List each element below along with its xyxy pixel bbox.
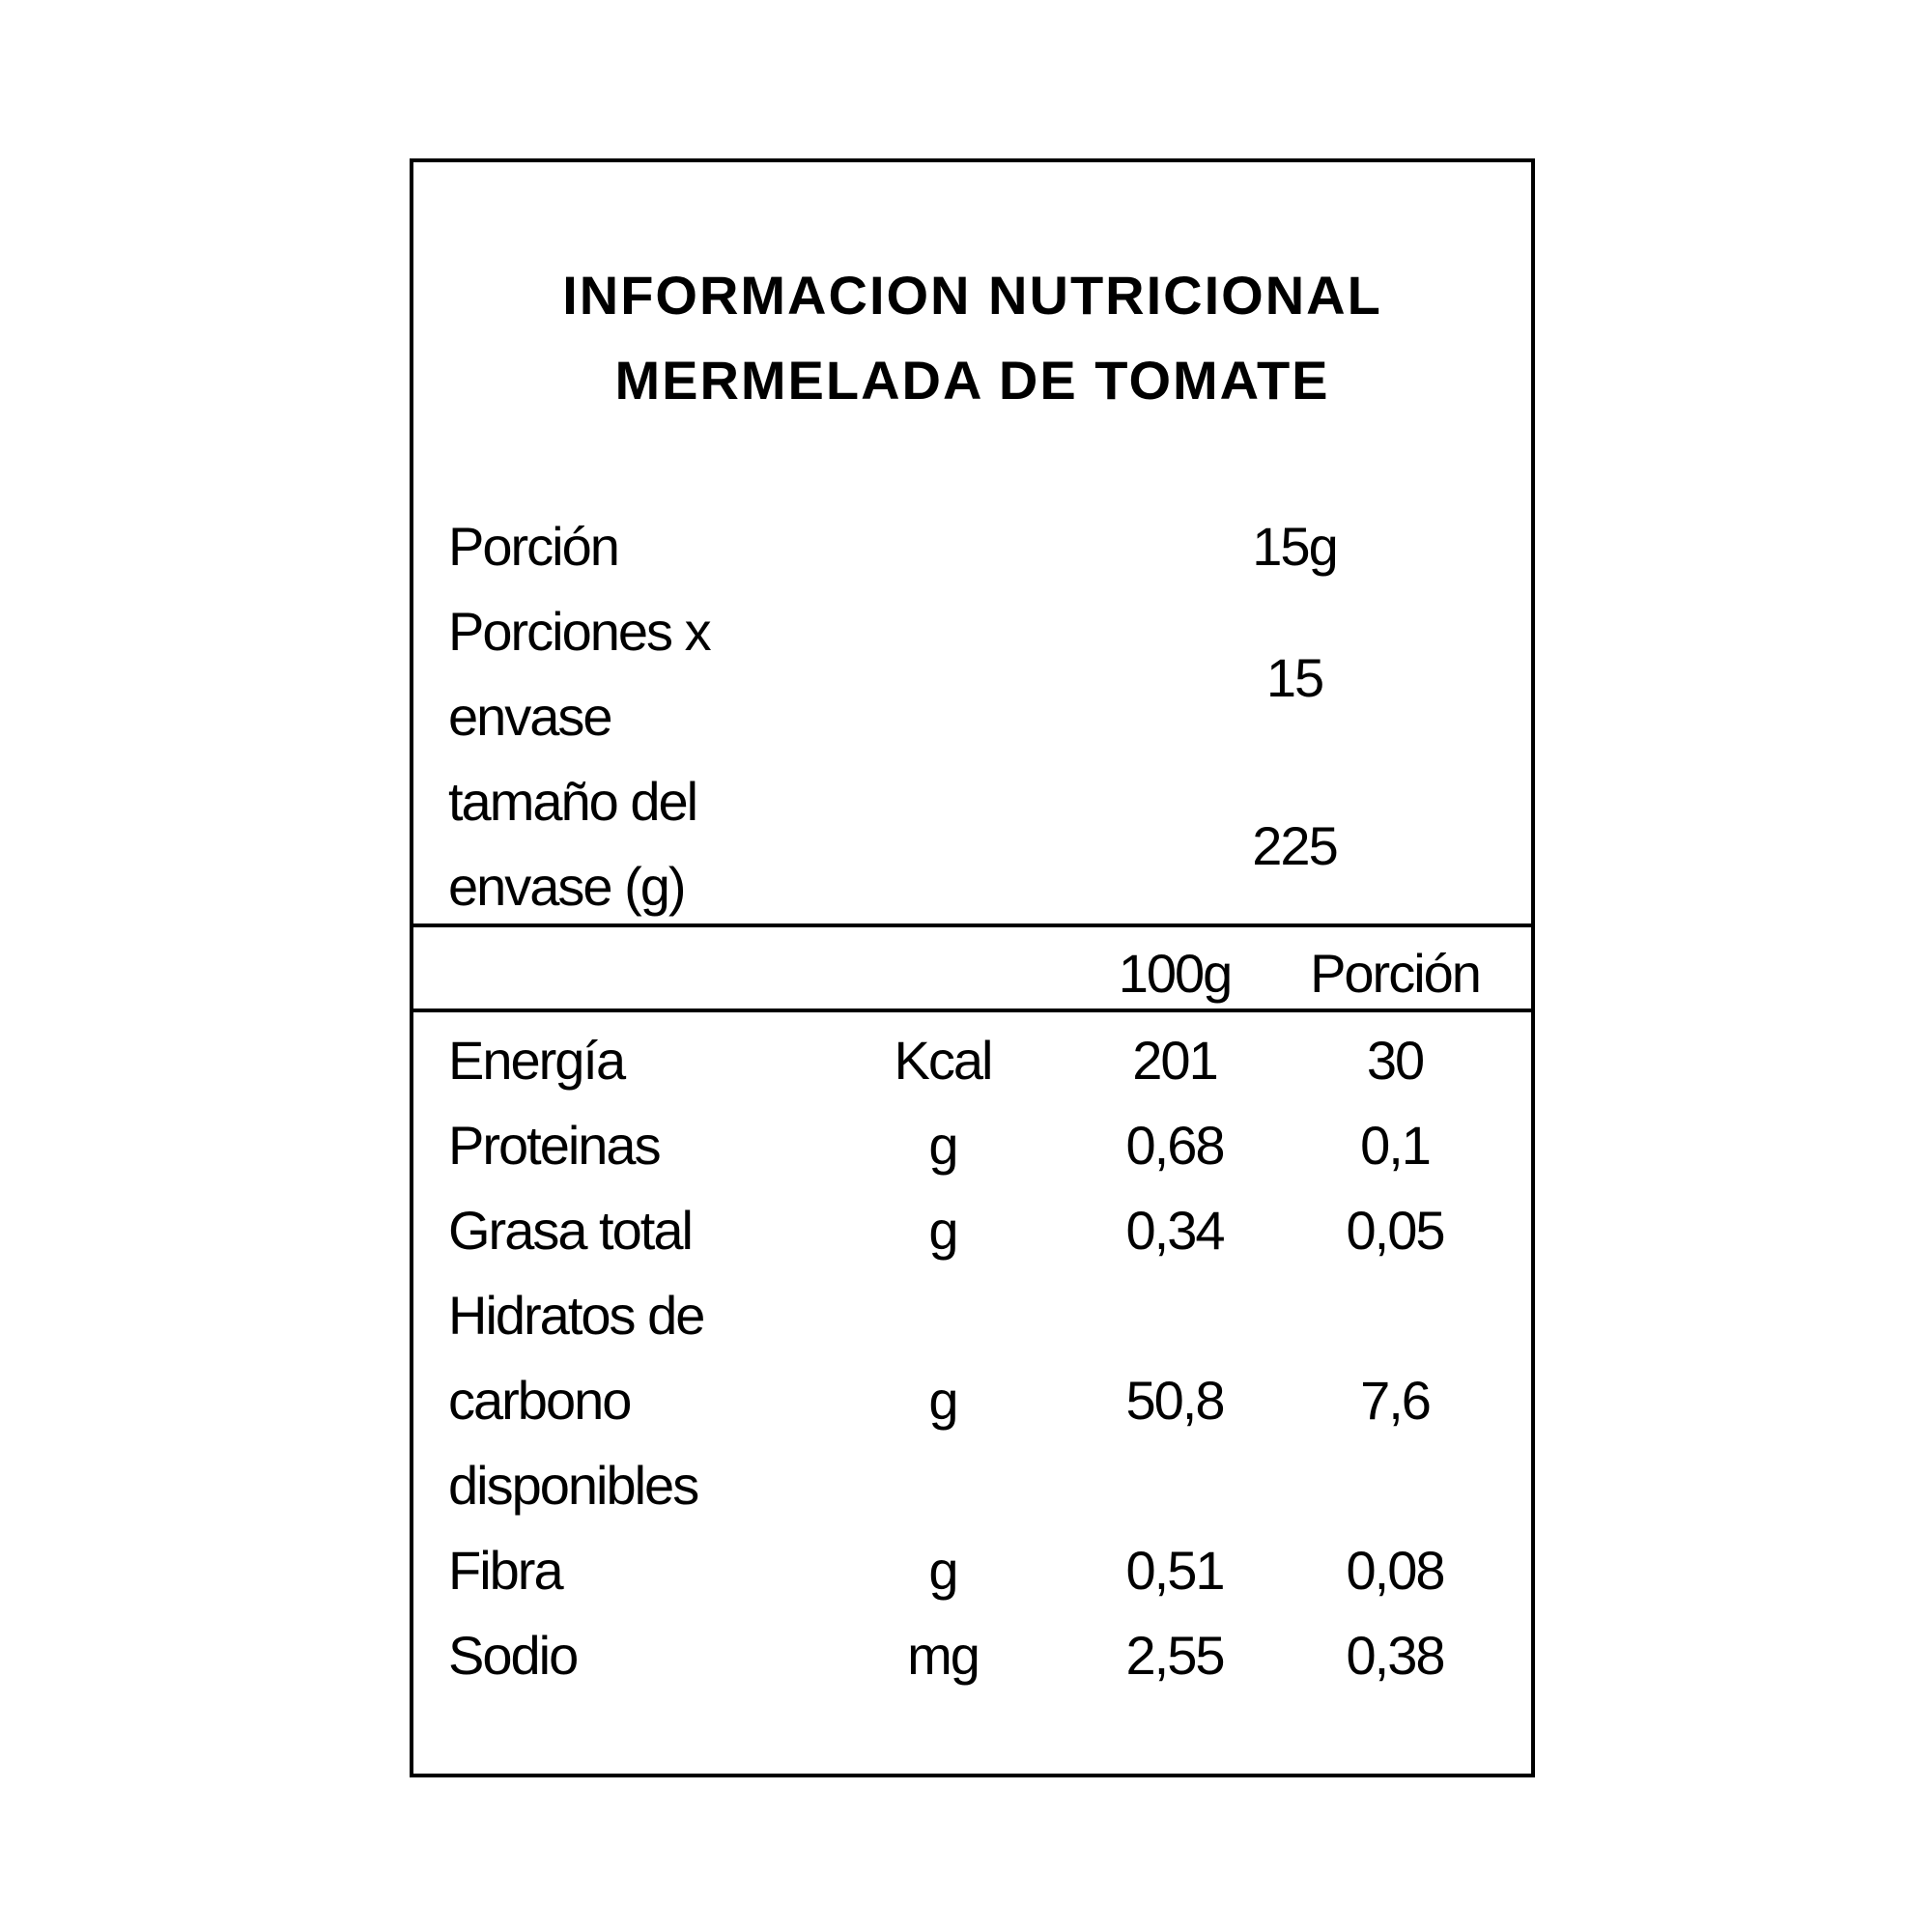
column-header-100g: 100g [1118, 943, 1232, 1004]
nutrient-value-portion: 7,6 [1360, 1370, 1430, 1431]
nutrient-value-portion: 30 [1366, 1030, 1424, 1091]
nutrient-name-line-2: carbono [448, 1370, 631, 1431]
servings-per-container-label-line-2: envase [448, 686, 611, 747]
nutrition-facts-label [410, 158, 1535, 1777]
nutrient-unit: g [928, 1115, 957, 1176]
nutrient-unit: g [928, 1370, 957, 1431]
portion-value: 15g [1252, 516, 1337, 577]
label-title-line-2: MERMELADA DE TOMATE [614, 350, 1330, 411]
nutrient-value-100g: 50,8 [1125, 1370, 1224, 1431]
servings-per-container-value: 15 [1265, 647, 1323, 708]
nutrient-unit: mg [907, 1625, 979, 1686]
nutrient-name-line-3: disponibles [448, 1455, 698, 1516]
package-size-value: 225 [1252, 815, 1337, 876]
nutrient-value-portion: 0,08 [1346, 1540, 1444, 1601]
nutrient-value-100g: 201 [1132, 1030, 1217, 1091]
nutrient-value-100g: 0,68 [1125, 1115, 1224, 1176]
nutrient-value-100g: 0,34 [1125, 1200, 1224, 1261]
divider-line [413, 923, 1531, 927]
nutrient-value-portion: 0,05 [1346, 1200, 1444, 1261]
column-header-portion: Porción [1310, 943, 1480, 1004]
nutrient-name: Fibra [448, 1540, 562, 1601]
portion-label: Porción [448, 516, 618, 577]
servings-per-container-label-line-1: Porciones x [448, 601, 710, 662]
nutrient-unit: g [928, 1200, 957, 1261]
nutrient-name: Sodio [448, 1625, 578, 1686]
nutrient-value-100g: 0,51 [1125, 1540, 1224, 1601]
nutrient-value-100g: 2,55 [1125, 1625, 1224, 1686]
nutrient-value-portion: 0,1 [1360, 1115, 1430, 1176]
divider-line [413, 1009, 1531, 1012]
nutrient-name: Proteinas [448, 1115, 660, 1176]
nutrient-name: Energía [448, 1030, 625, 1091]
nutrient-value-portion: 0,38 [1346, 1625, 1444, 1686]
package-size-label-line-1: tamaño del [448, 771, 697, 832]
nutrient-unit: g [928, 1540, 957, 1601]
nutrient-name-line-1: Hidratos de [448, 1285, 704, 1346]
package-size-label-line-2: envase (g) [448, 856, 685, 917]
label-title-line-1: INFORMACION NUTRICIONAL [562, 265, 1382, 326]
nutrient-name: Grasa total [448, 1200, 692, 1261]
nutrient-unit: Kcal [894, 1030, 992, 1091]
